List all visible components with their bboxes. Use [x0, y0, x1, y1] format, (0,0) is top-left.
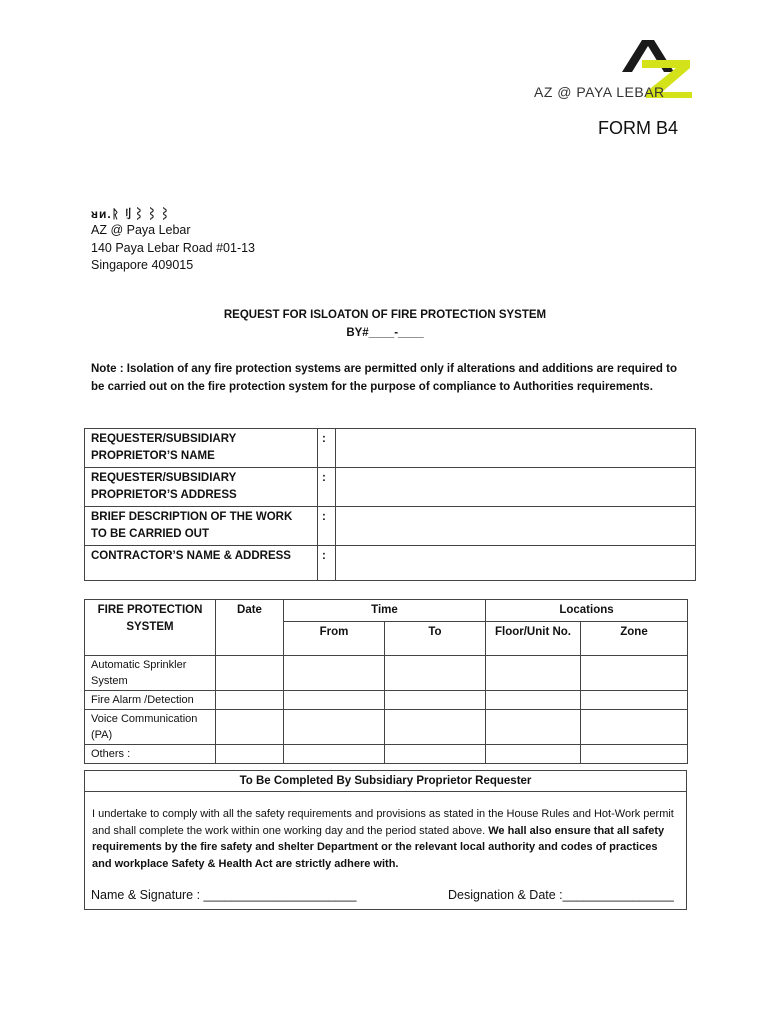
signature-scribble: ᴚᴎ.ᚱ刂⌇⌇⌇: [91, 207, 172, 221]
floor-cell[interactable]: [486, 691, 581, 710]
requester-name-field[interactable]: [336, 429, 696, 468]
field-row-description: [85, 507, 696, 546]
header-date: Date: [216, 600, 284, 656]
field-colon: :: [318, 546, 336, 581]
address-line-3: Singapore 409015: [91, 258, 194, 272]
address-line-2: 140 Paya Lebar Road #01-13: [91, 240, 256, 255]
system-schedule-table: [84, 599, 688, 764]
from-cell[interactable]: [284, 691, 385, 710]
date-cell[interactable]: [216, 691, 284, 710]
form-number: FORM B4: [597, 118, 678, 138]
designation-date-line[interactable]: Designation & Date :________________: [448, 888, 674, 902]
header-time: Time: [284, 600, 486, 622]
requester-address-field[interactable]: [336, 468, 696, 507]
field-colon: :: [318, 507, 336, 546]
floor-cell[interactable]: [486, 710, 581, 745]
isolation-note: Note : Isolation of any fire protection systems are permitted only if alterations and additions are required to be carried out on the fire protection system for the purpose of compliance to Authorities requirements.: [91, 363, 677, 393]
date-cell[interactable]: [216, 656, 284, 691]
request-fields-table: [84, 428, 696, 581]
to-cell[interactable]: [385, 710, 486, 745]
date-cell[interactable]: [216, 710, 284, 745]
floor-cell[interactable]: [486, 656, 581, 691]
floor-cell[interactable]: [486, 745, 581, 764]
to-cell[interactable]: [385, 656, 486, 691]
name-signature-line[interactable]: Name & Signature : ______________________: [91, 888, 357, 902]
zone-cell[interactable]: [581, 710, 688, 745]
date-cell[interactable]: [216, 745, 284, 764]
declaration-box: [84, 770, 687, 910]
header-to: To: [385, 622, 486, 656]
row-label: Voice Communication (PA): [85, 710, 216, 745]
table-row: [85, 691, 688, 710]
to-cell[interactable]: [385, 745, 486, 764]
zone-cell[interactable]: [581, 656, 688, 691]
row-label: Fire Alarm /Detection: [85, 691, 216, 710]
to-cell[interactable]: [385, 691, 486, 710]
address-line-1: AZ @ Paya Lebar: [91, 223, 191, 237]
header-system: FIRE PROTECTION SYSTEM: [85, 600, 216, 656]
from-cell[interactable]: [284, 745, 385, 764]
header-zone: Zone: [581, 622, 688, 656]
field-row-name: [85, 429, 696, 468]
field-colon: :: [318, 429, 336, 468]
table-row: [85, 656, 688, 691]
contractor-field[interactable]: [336, 546, 696, 581]
field-row-address: [85, 468, 696, 507]
field-label: REQUESTER/SUBSIDIARY PROPRIETOR’S ADDRESS: [85, 468, 318, 507]
field-label: CONTRACTOR’S NAME & ADDRESS: [85, 546, 318, 581]
header-locations: Locations: [486, 600, 688, 622]
row-label: Others :: [85, 745, 216, 764]
from-cell[interactable]: [284, 710, 385, 745]
zone-cell[interactable]: [581, 745, 688, 764]
table-row: [85, 710, 688, 745]
zone-cell[interactable]: [581, 691, 688, 710]
field-row-contractor: [85, 546, 696, 581]
form-title: REQUEST FOR ISLOATON OF FIRE PROTECTION SYSTEM: [223, 309, 547, 321]
table-row: [85, 745, 688, 764]
declaration-text: [85, 792, 686, 872]
header-from: From: [284, 622, 385, 656]
work-description-field[interactable]: [336, 507, 696, 546]
field-colon: :: [318, 468, 336, 507]
address-block: [91, 222, 255, 275]
from-cell[interactable]: [284, 656, 385, 691]
row-label: Automatic Sprinkler System: [85, 656, 216, 691]
declaration-text-normal: I undertake to comply with all the safety requirements and provisions as stated in the House Rules and Hot-Work permit and shall complete the work within one working day and the period stated above.: [92, 808, 674, 837]
az-logo: [530, 36, 700, 102]
field-label: BRIEF DESCRIPTION OF THE WORK TO BE CARRIED OUT: [85, 507, 318, 546]
logo-text: AZ @ PAYA LEBAR: [534, 84, 665, 100]
declaration-text-bold: We hall also ensure that all safety requirements by the fire safety and shelter Department or the relevant local authority and codes of practices and workplace Safety & Health Act are strictly adhere with.: [92, 824, 665, 870]
header-floor: Floor/Unit No.: [486, 622, 581, 656]
form-reference: BY#____-____: [346, 327, 424, 339]
declaration-heading: To Be Completed By Subsidiary Proprietor Requester: [85, 771, 686, 792]
field-label: REQUESTER/SUBSIDIARY PROPRIETOR’S NAME: [85, 429, 318, 468]
